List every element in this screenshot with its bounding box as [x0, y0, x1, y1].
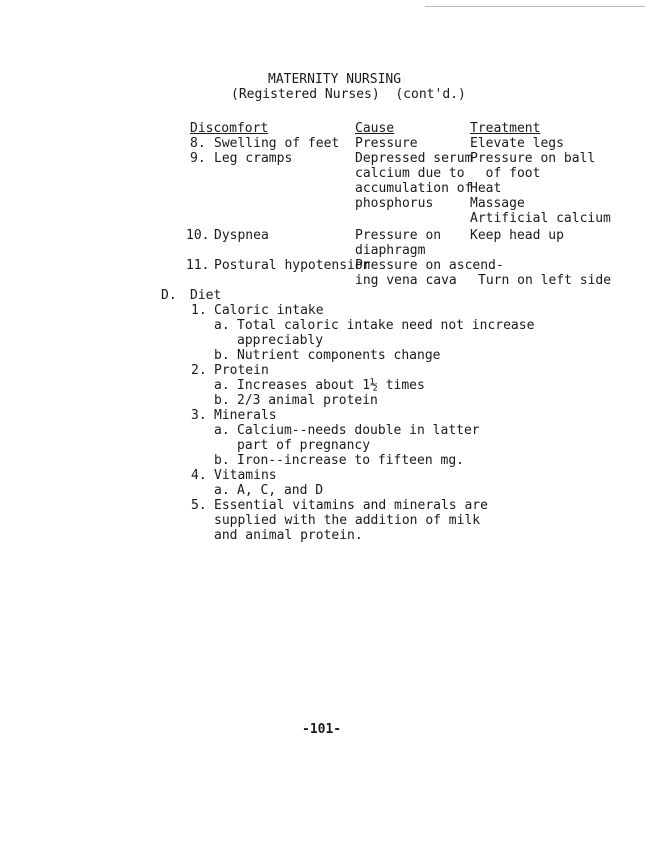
discomfort-text: Dyspnea [214, 228, 269, 243]
document-title: MATERNITY NURSING [268, 72, 402, 87]
list-number: 3. [191, 408, 207, 423]
list-item-label: Essential vitamins and minerals are [214, 498, 488, 513]
list-item-text: and animal protein. [214, 528, 363, 543]
cause-text: ing vena cava [355, 273, 457, 288]
sub-item-text: 2/3 animal protein [237, 393, 378, 408]
discomfort-column-header: Discomfort [190, 121, 269, 136]
sub-item-text: Total caloric intake need not increase [237, 318, 535, 333]
sub-letter: b. [214, 453, 230, 468]
cause-text: phosphorus [355, 196, 434, 211]
sub-letter: b. [214, 393, 230, 408]
list-item-label: Vitamins [214, 468, 277, 483]
cause-column-header: Cause [355, 121, 395, 136]
row-number: 9. [190, 151, 206, 166]
treatment-text: Artificial calcium [470, 211, 611, 226]
discomfort-text: Leg cramps [214, 151, 293, 166]
sub-item-text: Increases about 1½ times [237, 378, 425, 393]
page-number: -101- [302, 722, 342, 737]
sub-letter: b. [214, 348, 230, 363]
treatment-text: Heat [470, 181, 502, 196]
treatment-text: of foot [470, 166, 541, 181]
list-number: 1. [191, 303, 207, 318]
sub-letter: a. [214, 378, 230, 393]
cause-text: Pressure [355, 136, 418, 151]
discomfort-text: Swelling of feet [214, 136, 340, 151]
section-heading: Diet [190, 288, 222, 303]
sub-item-text: appreciably [237, 333, 324, 348]
cause-text: Pressure on [355, 228, 442, 243]
list-item-label: Minerals [214, 408, 277, 423]
treatment-text: Massage [470, 196, 525, 211]
sub-item-text: part of pregnancy [237, 438, 371, 453]
row-number: 11. [186, 258, 210, 273]
cause-text: accumulation of [355, 181, 473, 196]
cause-text: Pressure on ascend- [355, 258, 504, 273]
cause-text: calcium due to [355, 166, 465, 181]
treatment-text: Pressure on ball [470, 151, 596, 166]
sub-letter: a. [214, 423, 230, 438]
sub-letter: a. [214, 318, 230, 333]
treatment-column-header: Treatment [470, 121, 541, 136]
treatment-text: Turn on left side [478, 273, 612, 288]
list-item-label: Caloric intake [214, 303, 324, 318]
row-number: 10. [186, 228, 210, 243]
document-subtitle: (Registered Nurses) (cont'd.) [231, 87, 466, 102]
list-item-text: supplied with the addition of milk [214, 513, 481, 528]
treatment-text: Elevate legs [470, 136, 564, 151]
sub-item-text: Iron--increase to fifteen mg. [237, 453, 464, 468]
discomfort-text: Postural hypotension [214, 258, 371, 273]
row-number: 8. [190, 136, 206, 151]
sub-letter: a. [214, 483, 230, 498]
sub-item-text: Calcium--needs double in latter [237, 423, 480, 438]
scan-edge-line [425, 6, 645, 7]
cause-text: diaphragm [355, 243, 426, 258]
list-number: 4. [191, 468, 207, 483]
list-number: 5. [191, 498, 207, 513]
section-letter: D. [161, 288, 177, 303]
list-number: 2. [191, 363, 207, 378]
list-item-label: Protein [214, 363, 269, 378]
cause-text: Depressed serum [355, 151, 473, 166]
treatment-text: Keep head up [470, 228, 564, 243]
sub-item-text: Nutrient components change [237, 348, 441, 363]
sub-item-text: A, C, and D [237, 483, 324, 498]
